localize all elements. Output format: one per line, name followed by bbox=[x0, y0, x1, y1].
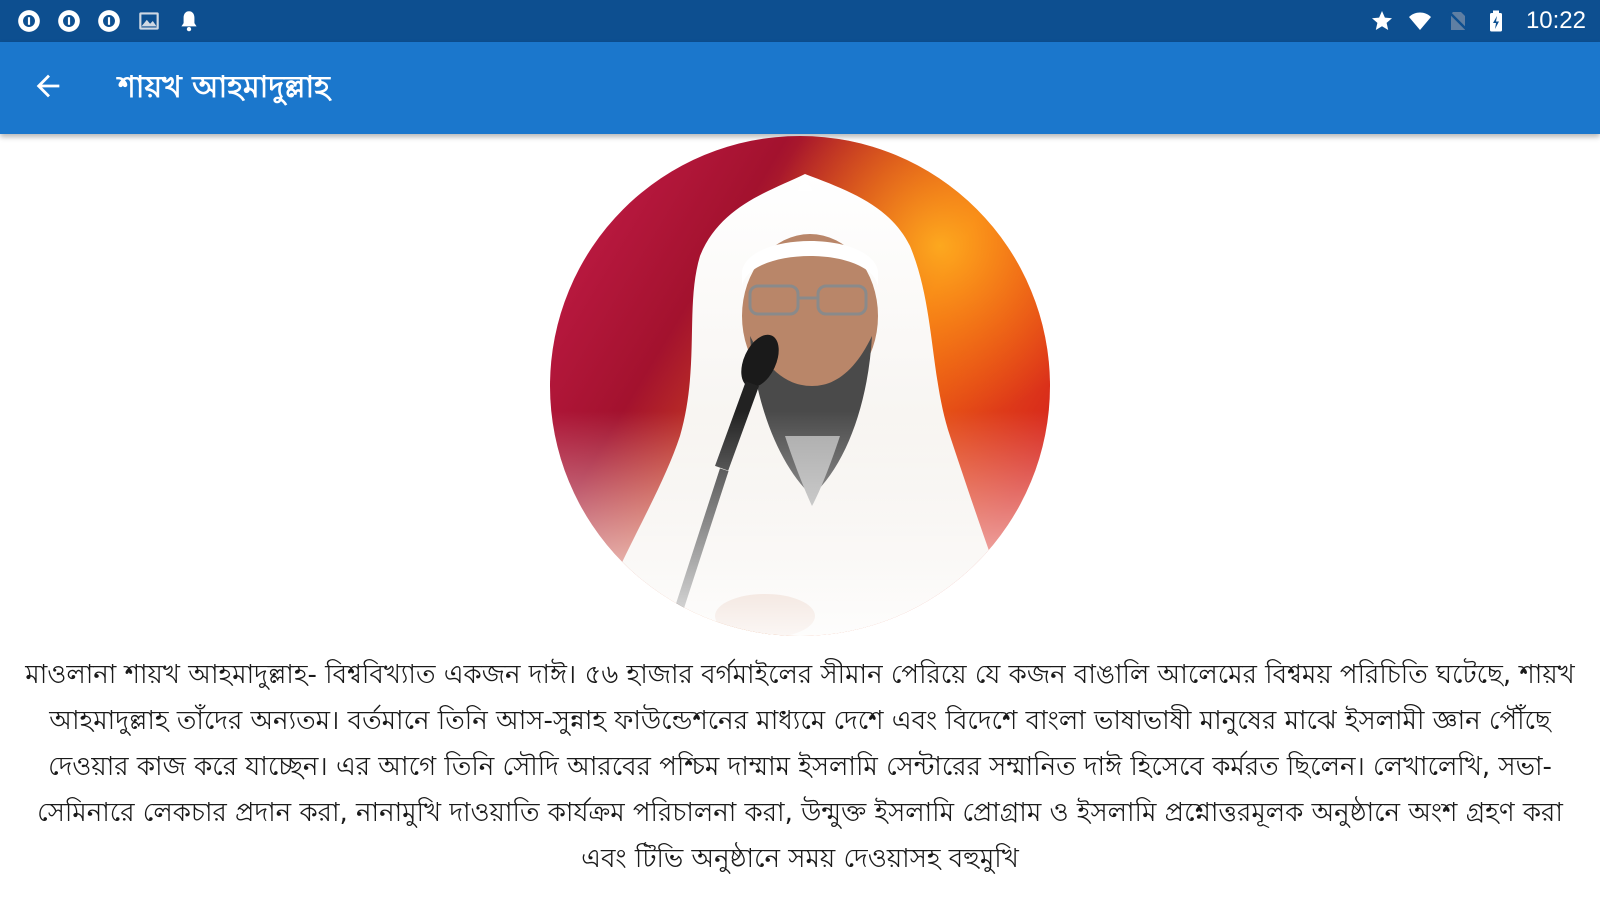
notification-icons bbox=[16, 8, 202, 34]
no-sim-icon bbox=[1446, 9, 1470, 33]
wifi-icon bbox=[1408, 9, 1432, 33]
star-icon bbox=[1370, 9, 1394, 33]
app-bar bbox=[0, 42, 1600, 134]
profile-photo-illustration bbox=[550, 136, 1050, 636]
status-bar bbox=[0, 0, 1600, 42]
page-title: শায়খ আহমাদুল্লাহ bbox=[118, 69, 330, 105]
app-notification-icon bbox=[56, 8, 82, 34]
arrow-back-icon bbox=[31, 69, 65, 107]
back-button[interactable] bbox=[18, 58, 78, 118]
bio-text: মাওলানা শায়খ আহমাদুল্লাহ- বিশ্ববিখ্যাত একজন দাঈ। ৫৬ হাজার বর্গমাইলের সীমান পেরিয়ে যে কজন বাঙালি আলেমের বিশ্বময় পরিচিতি ঘটেছে, শায়খ আহমাদুল্লাহ তাঁদের অন্যতম। বর্তমানে তিনি আস-সুন্নাহ ফাউন্ডেশনের মাধ্যমে দেশে এবং বিদেশে বাংলা ভাষাভাষী মানুষের মাঝে ইসলামী জ্ঞান পৌঁছে দেওয়ার কাজ করে যাচ্ছেন। এর আগে তিনি সৌদি আরবের পশ্চিম দাম্মাম ইসলামি সেন্টারের সম্মানিত দাঈ হিসেবে কর্মরত ছিলেন। লেখালেখি, সভা-সেমিনারে লেকচার প্রদান করা, নানামুখি দাওয়াতি কার্যক্রম পরিচালনা করা, উন্মুক্ত ইসলামি প্রোগ্রাম ও ইসলামি প্রশ্নোত্তরমূলক অনুষ্ঠানে অংশ গ্রহণ করা এবং টিভি অনুষ্ঠানে সময় দেওয়াসহ বহুমুখি bbox=[25, 660, 1575, 874]
profile-photo bbox=[550, 136, 1050, 636]
app-notification-icon bbox=[96, 8, 122, 34]
system-icons bbox=[1370, 7, 1586, 35]
image-icon bbox=[136, 8, 162, 34]
clock: 10:22 bbox=[1525, 7, 1586, 34]
battery-icon bbox=[1484, 9, 1508, 33]
bell-icon bbox=[176, 8, 202, 34]
app-notification-icon bbox=[16, 8, 42, 34]
